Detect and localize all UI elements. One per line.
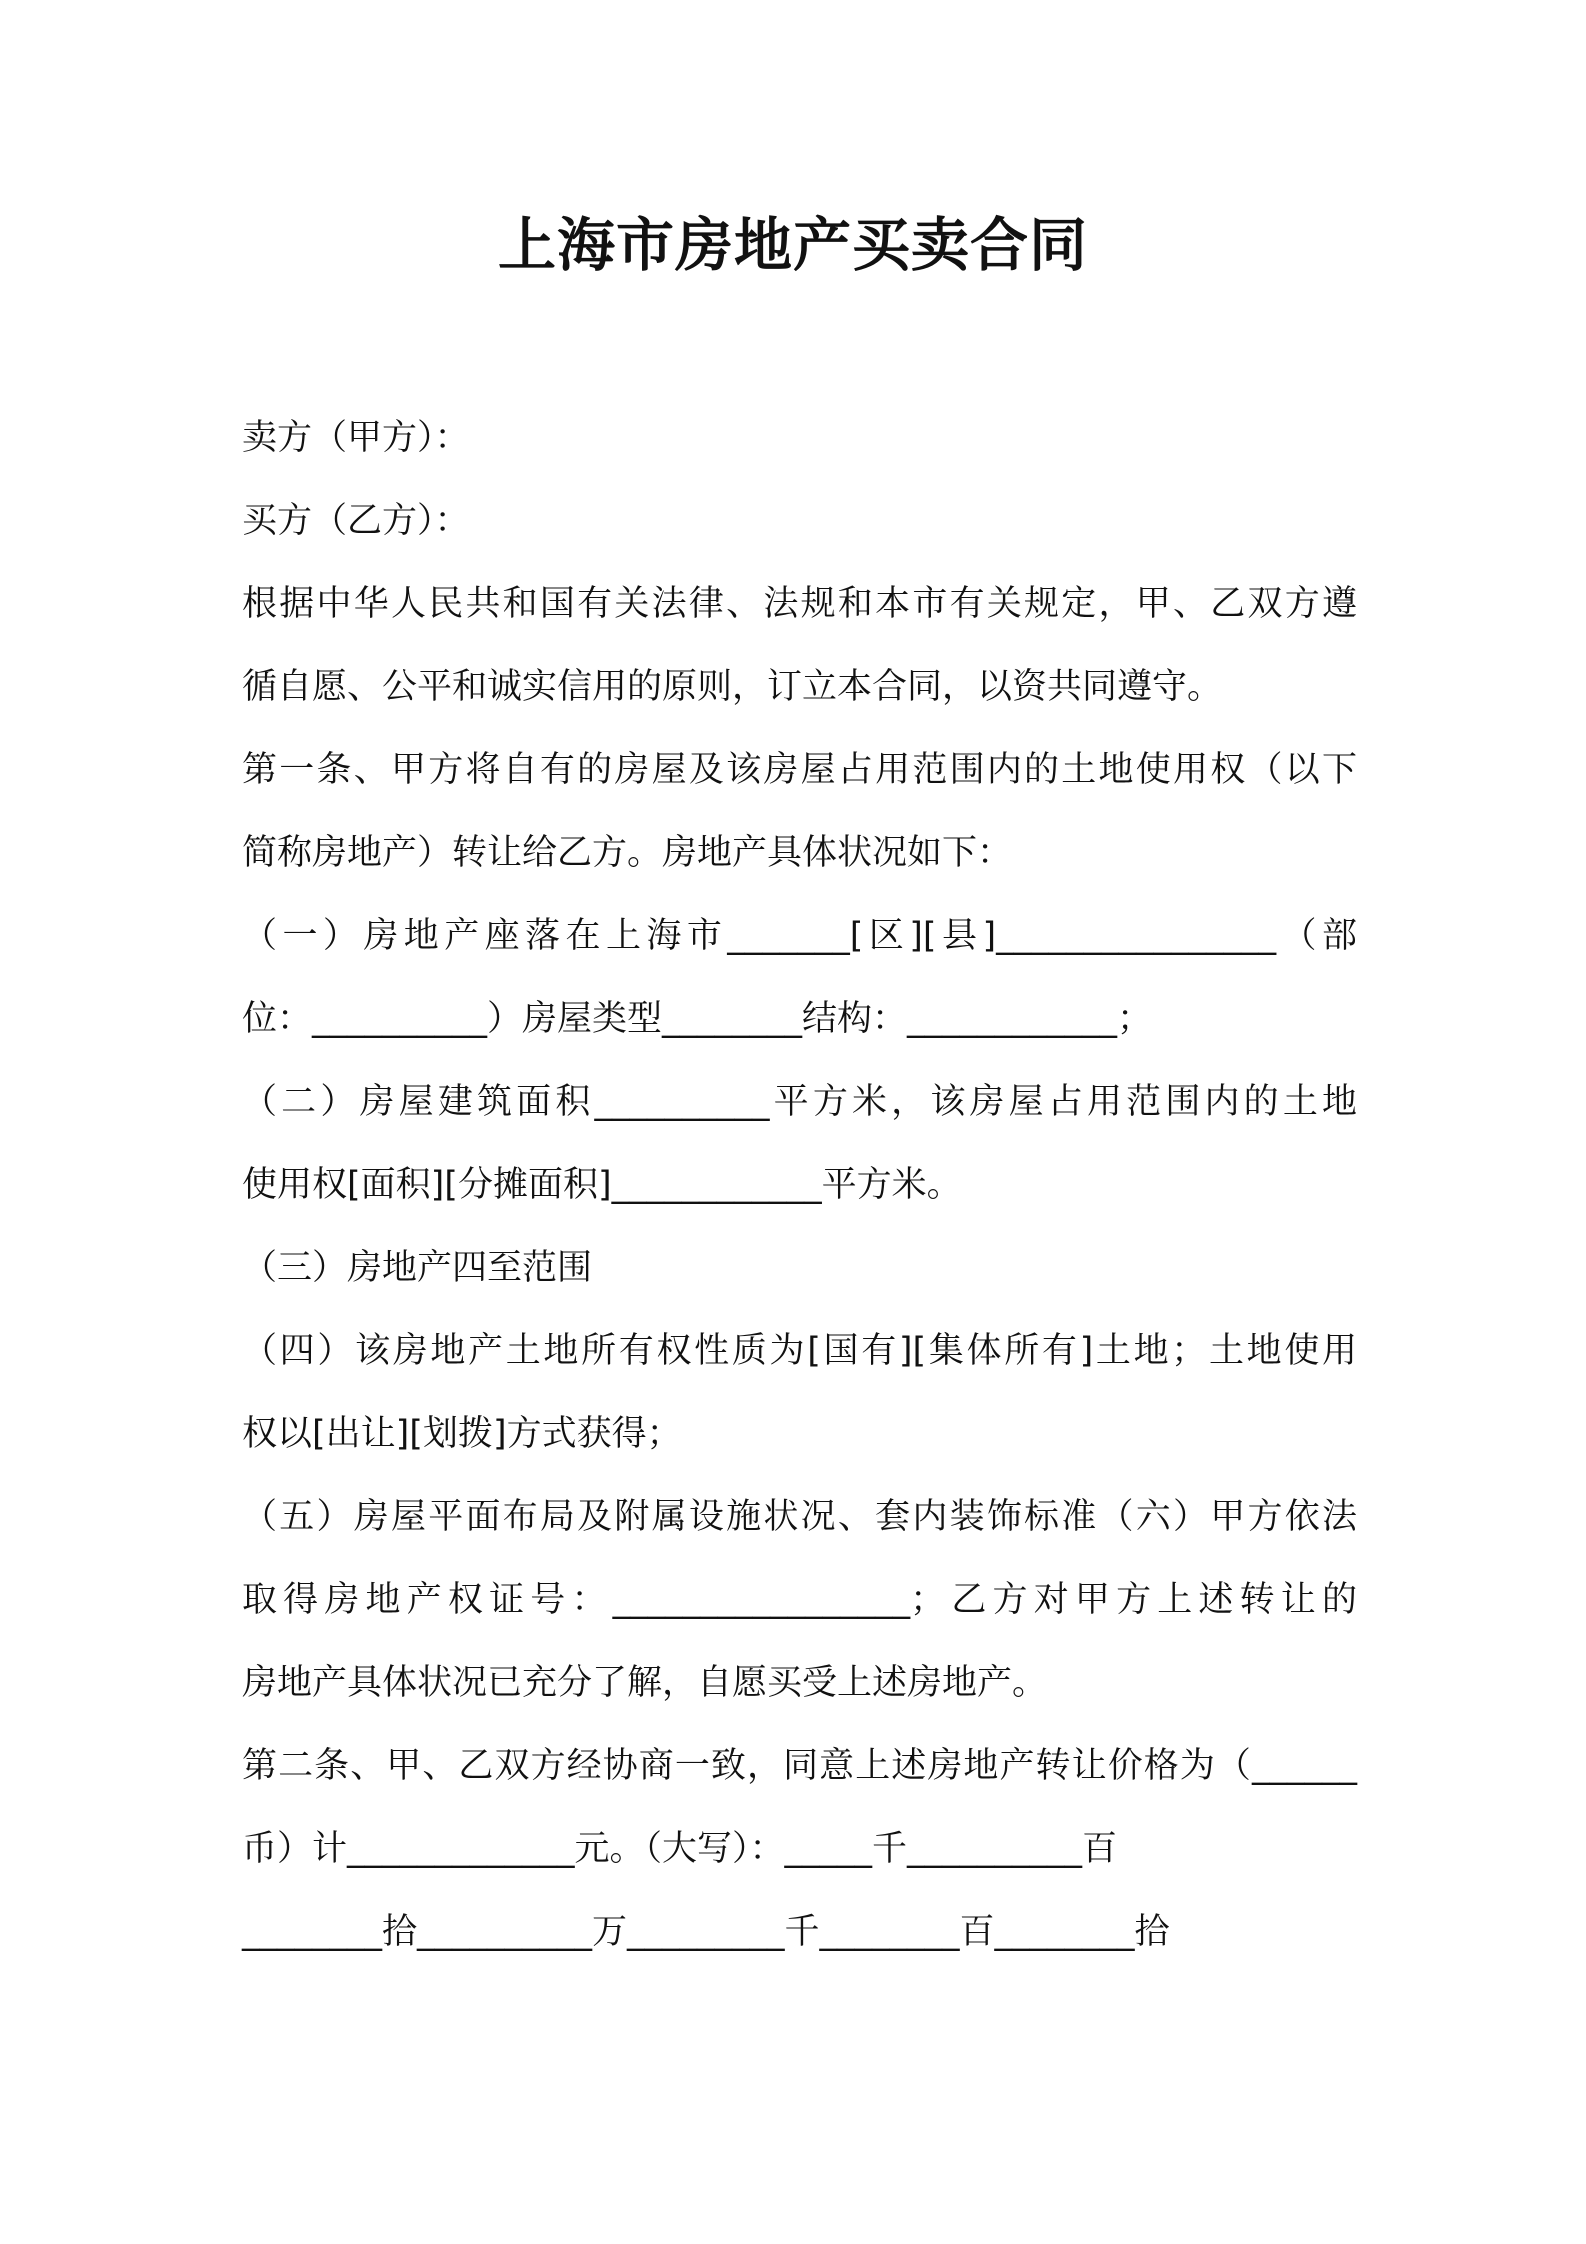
contract-body bbox=[242, 397, 1357, 1974]
item-4-line-1: （四）该房地产土地所有权性质为[国有][集体所有]土地；土地使用 bbox=[242, 1331, 1357, 1371]
buyer-line: 买方（乙方）： bbox=[242, 501, 470, 541]
item-2-line-1: （二）房屋建筑面积__________平方米，该房屋占用范围内的土地 bbox=[242, 1082, 1357, 1122]
preamble-line-1: 根据中华人民共和国有关法律、法规和本市有关规定，甲、乙双方遵 bbox=[242, 584, 1357, 624]
item-3-line: （三）房地产四至范围 bbox=[242, 1248, 593, 1288]
item-5-line-2: 取得房地产权证号：_________________；乙方对甲方上述转让的 bbox=[242, 1580, 1357, 1620]
item-5-line-1: （五）房屋平面布局及附属设施状况、套内装饰标准（六）甲方依法 bbox=[242, 1497, 1357, 1537]
article-1-line-2: 简称房地产）转让给乙方。房地产具体状况如下： bbox=[242, 833, 1013, 873]
article-1-line-1: 第一条、甲方将自有的房屋及该房屋占用范围内的土地使用权（以下 bbox=[242, 750, 1357, 790]
item-1-line-1: （一）房地产座落在上海市_______[区][县]________________（部 bbox=[242, 916, 1357, 956]
article-2-line-3: ________拾__________万_________千________百________拾 bbox=[242, 1912, 1170, 1952]
item-5-line-3: 房地产具体状况已充分了解，自愿买受上述房地产。 bbox=[242, 1663, 1048, 1703]
article-2-line-2: 币）计_____________元。（大写）：_____千__________百 bbox=[242, 1829, 1118, 1869]
article-2-line-1: 第二条、甲、乙双方经协商一致，同意上述房地产转让价格为（______ bbox=[242, 1746, 1357, 1786]
seller-line: 卖方（甲方）： bbox=[242, 418, 470, 458]
document-title: 上海市房地产买卖合同 bbox=[497, 211, 1088, 279]
item-4-line-2: 权以[出让][划拨]方式获得； bbox=[242, 1414, 682, 1454]
item-1-line-2: 位：__________）房屋类型________结构：____________； bbox=[242, 999, 1153, 1039]
item-2-line-2: 使用权[面积][分摊面积]____________平方米。 bbox=[242, 1165, 962, 1205]
preamble-line-2: 循自愿、公平和诚实信用的原则，订立本合同，以资共同遵守。 bbox=[242, 667, 1223, 707]
